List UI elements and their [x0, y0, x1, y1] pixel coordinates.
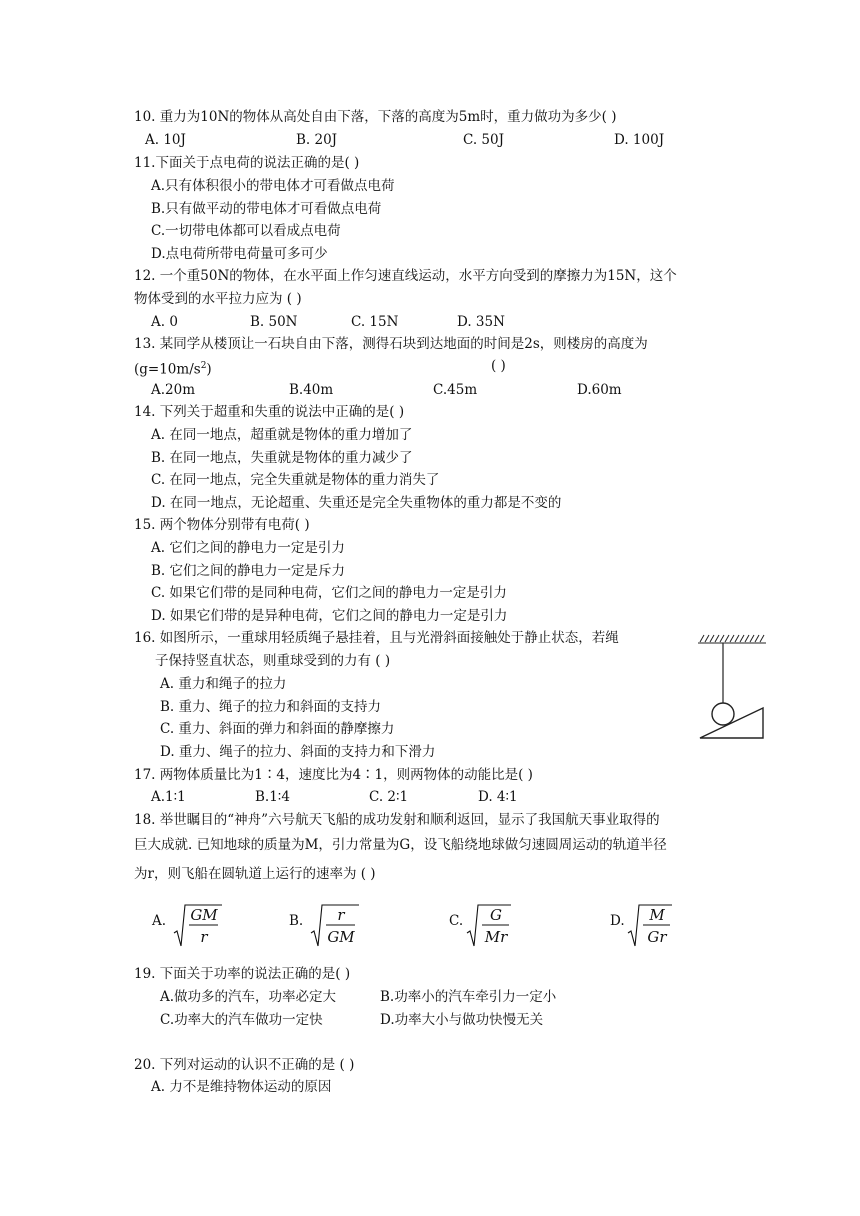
q17-option-c: C. 2∶1 [369, 789, 409, 805]
q13-gravity-text: (g=10m/s [134, 361, 201, 378]
q15-option-c: C. 如果它们带的是同种电荷，它们之间的静电力一定是引力 [151, 585, 507, 601]
q11-stem: 11.下面关于点电荷的说法正确的是( ) [134, 155, 360, 171]
q18-option-a-denominator: r [200, 928, 208, 946]
q14-option-a: A. 在同一地点，超重就是物体的重力增加了 [151, 427, 413, 443]
q17-stem: 17. 两物体质量比为1∶4，速度比为4∶1，则两物体的动能比是( ) [134, 767, 533, 783]
q14-option-b: B. 在同一地点，失重就是物体的重力减少了 [151, 450, 413, 466]
q18-option-d-denominator: Gr [647, 928, 667, 946]
q15-option-a: A. 它们之间的静电力一定是引力 [151, 540, 345, 556]
q18-stem-line3: 为r，则飞船在圆轨道上运行的速率为 ( ) [134, 866, 376, 882]
q10-option-d: D. 100J [614, 132, 665, 148]
q19-option-c: C.功率大的汽车做功一定快 [160, 1012, 323, 1028]
q18-option-d-numerator: M [649, 906, 665, 924]
q12-option-b: B. 50N [250, 314, 298, 330]
q19-option-d: D.功率大小与做功快慢无关 [380, 1012, 544, 1028]
q18-option-c [449, 903, 529, 949]
q19-option-a: A.做功多的汽车，功率必定大 [160, 989, 337, 1005]
q18-option-c-numerator: G [490, 906, 502, 924]
q18-option-b-denominator: GM [327, 928, 355, 946]
q16-option-c: C. 重力、斜面的弹力和斜面的静摩擦力 [160, 721, 395, 737]
q17-option-a: A.1∶1 [151, 789, 186, 805]
q12-stem-line2: 物体受到的水平拉力应为 ( ) [134, 291, 302, 307]
q16-stem-line2: 子保持竖直状态，则重球受到的力有 ( ) [155, 653, 391, 669]
q12-option-d: D. 35N [457, 314, 505, 330]
q11-option-a: A.只有体积很小的带电体才可看做点电荷 [151, 178, 395, 194]
q10-option-c: C. 50J [463, 132, 505, 148]
q17-option-b: B.1∶4 [255, 789, 290, 805]
q16-stem-line1: 16. 如图所示，一重球用轻质绳子悬挂着，且与光滑斜面接触处于静止状态，若绳 [134, 630, 619, 646]
q15-option-d: D. 如果它们带的是异种电荷，它们之间的静电力一定是引力 [151, 608, 508, 624]
q17-option-d: D. 4∶1 [478, 789, 518, 805]
q13-answer-paren: ( ) [491, 358, 506, 374]
q14-option-c: C. 在同一地点，完全失重就是物体的重力消失了 [151, 472, 440, 488]
q12-option-c: C. 15N [351, 314, 399, 330]
q18-option-c-label: C. [449, 913, 464, 929]
q11-option-d: D.点电荷所带电荷量可多可少 [151, 246, 328, 262]
q18-stem-line1: 18. 举世瞩目的“神舟”六号航天飞船的成功发射和顺利返回，显示了我国航天事业取得的 [134, 812, 660, 828]
q14-stem: 14. 下列关于超重和失重的说法中正确的是( ) [134, 404, 405, 420]
q13-stem-line2 [134, 357, 212, 379]
q18-option-d [610, 903, 690, 949]
q11-option-b: B.只有做平动的带电体才可看做点电荷 [151, 201, 382, 217]
q18-option-a [152, 903, 232, 949]
q20-stem: 20. 下列对运动的认识不正确的是 ( ) [134, 1057, 355, 1073]
q13-stem-line1: 13. 某同学从楼顶让一石块自由下落，测得石块到达地面的时间是2s，则楼房的高度为 [134, 336, 648, 352]
q16-option-d: D. 重力、绳子的拉力、斜面的支持力和下滑力 [160, 744, 436, 760]
q10-option-a: A. 10J [145, 132, 186, 148]
hanging-ball-incline-figure [697, 634, 767, 744]
q12-option-a: A. 0 [151, 314, 178, 330]
q13-option-c: C.45m [433, 382, 478, 398]
q13-option-d: D.60m [577, 382, 622, 398]
ball-circle [712, 703, 734, 725]
q16-option-a: A. 重力和绳子的拉力 [160, 676, 287, 692]
q20-option-a: A. 力不是维持物体运动的原因 [151, 1079, 332, 1095]
q19-option-b: B.功率小的汽车牵引力一定小 [380, 989, 557, 1005]
q16-option-b: B. 重力、绳子的拉力和斜面的支持力 [160, 699, 382, 715]
q18-option-a-label: A. [152, 913, 167, 929]
q12-stem-line1: 12. 一个重50N的物体，在水平面上作匀速直线运动，水平方向受到的摩擦力为15N，这个 [134, 268, 677, 284]
q13-gravity-close: ) [206, 361, 212, 378]
q10-stem: 10. 重力为10N的物体从高处自由下落，下落的高度为5m时，重力做功为多少( ) [134, 109, 617, 125]
q18-option-d-label: D. [610, 913, 625, 929]
q15-option-b: B. 它们之间的静电力一定是斥力 [151, 563, 346, 579]
q14-option-d: D. 在同一地点，无论超重、失重还是完全失重物体的重力都是不变的 [151, 495, 562, 511]
q19-stem: 19. 下面关于功率的说法正确的是( ) [134, 966, 351, 982]
q13-option-a: A.20m [151, 382, 196, 398]
ceiling-hatch [698, 635, 766, 643]
q13-option-b: B.40m [289, 382, 334, 398]
q18-option-c-denominator: Mr [484, 928, 508, 946]
q18-option-b-label: B. [289, 913, 304, 929]
q18-stem-line2: 巨大成就. 已知地球的质量为M，引力常量为G，设飞船绕地球做匀速圆周运动的轨道半径 [134, 837, 667, 853]
q15-stem: 15. 两个物体分别带有电荷( ) [134, 517, 310, 533]
q13-exponent: 2 [200, 361, 207, 371]
q18-option-b-numerator: r [337, 906, 345, 924]
q18-option-b [289, 903, 369, 949]
q10-option-b: B. 20J [296, 132, 338, 148]
q11-option-c: C.一切带电体都可以看成点电荷 [151, 223, 341, 239]
q18-option-a-numerator: GM [190, 906, 218, 924]
